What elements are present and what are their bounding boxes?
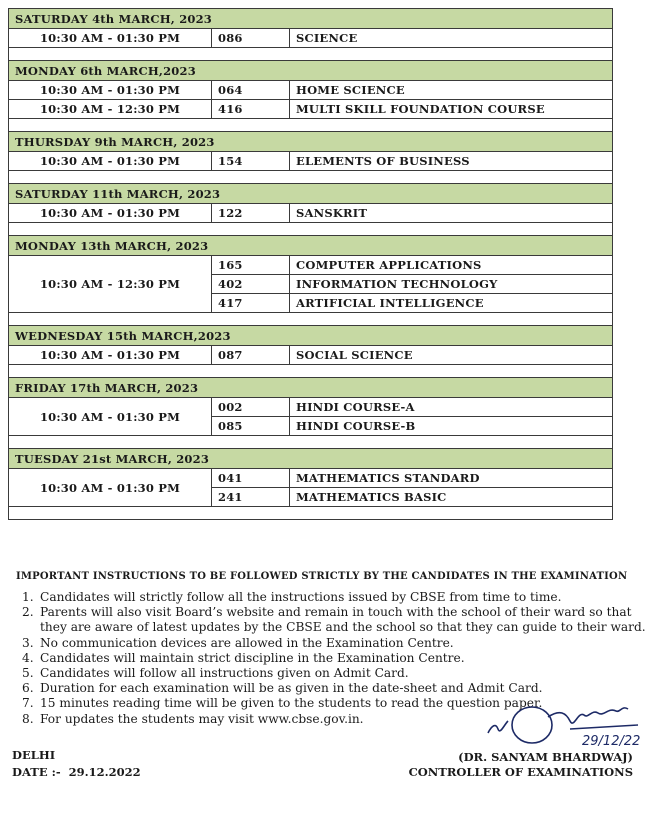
signature-image	[470, 695, 655, 755]
subject-name: ELEMENTS OF BUSINESS	[290, 152, 613, 171]
subject-code: 041	[212, 469, 290, 488]
signatory-designation: CONTROLLER OF EXAMINATIONS	[408, 765, 633, 779]
spacer-cell	[9, 223, 613, 236]
signatory-name: (DR. SANYAM BHARDWAJ)	[458, 750, 633, 764]
instruction-text: Candidates will maintain strict discipline in the Examination Centre.	[40, 650, 465, 665]
spacer-cell	[9, 171, 613, 184]
subject-code: 165	[212, 256, 290, 275]
subject-name: INFORMATION TECHNOLOGY	[290, 275, 613, 294]
day-header: SATURDAY 4th MARCH, 2023	[9, 9, 613, 29]
instruction-item	[22, 636, 662, 651]
subject-code: 416	[212, 100, 290, 119]
subject-name: MULTI SKILL FOUNDATION COURSE	[290, 100, 613, 119]
spacer-row	[9, 436, 613, 449]
day-header: MONDAY 6th MARCH,2023	[9, 61, 613, 81]
instruction-text: For updates the students may visit www.cbse.gov.in.	[40, 711, 364, 726]
spacer-row	[9, 365, 613, 378]
spacer-row	[9, 507, 613, 520]
subject-code: 122	[212, 204, 290, 223]
exam-time: 10:30 AM - 12:30 PM	[9, 100, 212, 119]
subject-name: COMPUTER APPLICATIONS	[290, 256, 613, 275]
instruction-text: No communication devices are allowed in the Examination Centre.	[40, 635, 454, 650]
day-header: FRIDAY 17th MARCH, 2023	[9, 378, 613, 398]
spacer-cell	[9, 48, 613, 61]
subject-code: 002	[212, 398, 290, 417]
subject-name: HINDI COURSE-B	[290, 417, 613, 436]
exam-row	[9, 256, 613, 275]
spacer-row	[9, 223, 613, 236]
day-header: THURSDAY 9th MARCH, 2023	[9, 132, 613, 152]
subject-code: 087	[212, 346, 290, 365]
day-header-row	[9, 9, 613, 29]
instruction-text: Candidates will follow all instructions given on Admit Card.	[40, 666, 409, 681]
instruction-item	[22, 666, 662, 681]
day-header-row	[9, 184, 613, 204]
exam-row	[9, 204, 613, 223]
instruction-number: 6.	[22, 681, 34, 696]
day-header-row	[9, 378, 613, 398]
exam-row	[9, 398, 613, 417]
exam-time: 10:30 AM - 01:30 PM	[9, 346, 212, 365]
footer-left	[12, 747, 141, 781]
spacer-row	[9, 119, 613, 132]
spacer-row	[9, 48, 613, 61]
instruction-number: 2.	[22, 605, 34, 620]
exam-time: 10:30 AM - 01:30 PM	[9, 29, 212, 48]
day-header-row	[9, 61, 613, 81]
date-sheet-body	[9, 9, 613, 520]
instruction-number: 3.	[22, 635, 34, 650]
subject-code: 086	[212, 29, 290, 48]
day-header: SATURDAY 11th MARCH, 2023	[9, 184, 613, 204]
day-header-row	[9, 326, 613, 346]
instruction-number: 5.	[22, 666, 34, 681]
subject-name: SCIENCE	[290, 29, 613, 48]
issue-date: DATE :- 29.12.2022	[12, 765, 141, 779]
subject-code: 154	[212, 152, 290, 171]
instruction-item	[22, 651, 662, 666]
day-header-row	[9, 236, 613, 256]
instruction-item	[22, 590, 662, 605]
subject-name: MATHEMATICS BASIC	[290, 488, 613, 507]
exam-time: 10:30 AM - 01:30 PM	[9, 81, 212, 100]
spacer-row	[9, 313, 613, 326]
subject-code: 085	[212, 417, 290, 436]
subject-code: 241	[212, 488, 290, 507]
instruction-text: Parents will also visit Board’s website and remain in touch with the school of their ward so that they are aware of latest updates by the CBSE and the school so that they can guide to their ward.	[40, 605, 646, 635]
footer-right	[409, 750, 633, 780]
instruction-number: 4.	[22, 650, 34, 665]
spacer-cell	[9, 119, 613, 132]
signature-date: 29/12/22	[582, 734, 641, 749]
day-header-row	[9, 132, 613, 152]
exam-time: 10:30 AM - 12:30 PM	[9, 256, 212, 313]
subject-name: HOME SCIENCE	[290, 81, 613, 100]
instruction-text: Duration for each examination will be as given in the date-sheet and Admit Card.	[40, 681, 543, 696]
date-sheet-table	[8, 8, 613, 520]
subject-name: ARTIFICIAL INTELLIGENCE	[290, 294, 613, 313]
spacer-cell	[9, 507, 613, 520]
instructions-heading: IMPORTANT INSTRUCTIONS TO BE FOLLOWED STRICTLY BY THE CANDIDATES IN THE EXAMINATION	[16, 571, 628, 582]
spacer-cell	[9, 365, 613, 378]
spacer-cell	[9, 436, 613, 449]
exam-row	[9, 346, 613, 365]
subject-code: 402	[212, 275, 290, 294]
subject-name: HINDI COURSE-A	[290, 398, 613, 417]
exam-row	[9, 100, 613, 119]
spacer-cell	[9, 313, 613, 326]
subject-code: 417	[212, 294, 290, 313]
exam-row	[9, 152, 613, 171]
subject-code: 064	[212, 81, 290, 100]
day-header: TUESDAY 21st MARCH, 2023	[9, 449, 613, 469]
exam-time: 10:30 AM - 01:30 PM	[9, 469, 212, 507]
instruction-item	[22, 605, 662, 635]
exam-time: 10:30 AM - 01:30 PM	[9, 398, 212, 436]
exam-time: 10:30 AM - 01:30 PM	[9, 204, 212, 223]
instruction-number: 7.	[22, 696, 34, 711]
subject-name: SANSKRIT	[290, 204, 613, 223]
day-header-row	[9, 449, 613, 469]
instruction-number: 1.	[22, 590, 34, 604]
day-header: MONDAY 13th MARCH, 2023	[9, 236, 613, 256]
subject-name: MATHEMATICS STANDARD	[290, 469, 613, 488]
place-label: DELHI	[12, 748, 56, 762]
day-header: WEDNESDAY 15th MARCH,2023	[9, 326, 613, 346]
exam-row	[9, 469, 613, 488]
instruction-text: 15 minutes reading time will be given to the students to read the question paper.	[40, 696, 543, 711]
exam-row	[9, 29, 613, 48]
instruction-number: 8.	[22, 711, 34, 726]
spacer-row	[9, 171, 613, 184]
subject-name: SOCIAL SCIENCE	[290, 346, 613, 365]
exam-time: 10:30 AM - 01:30 PM	[9, 152, 212, 171]
instruction-text: Candidates will strictly follow all the instructions issued by CBSE from time to time.	[40, 590, 562, 604]
exam-row	[9, 81, 613, 100]
